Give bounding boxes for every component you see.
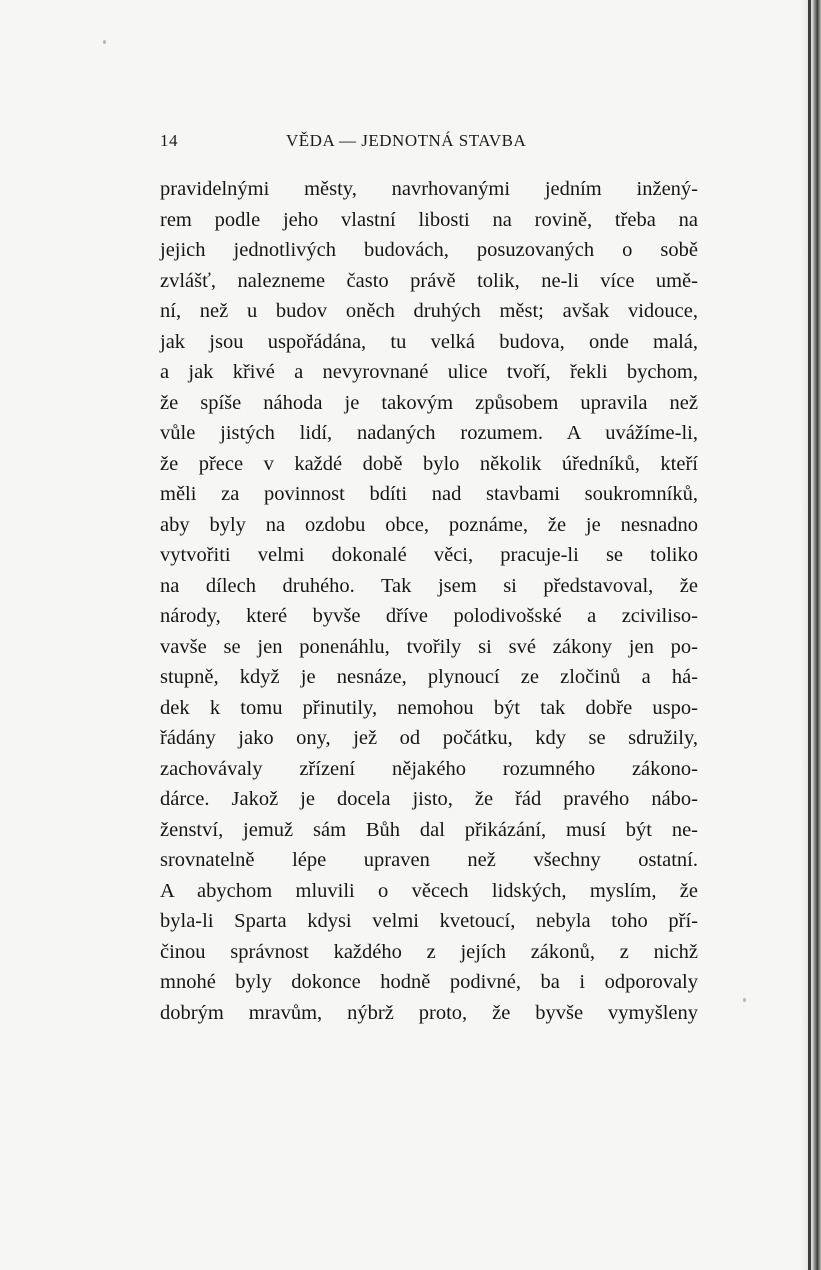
text-line: ženství, jemuž sám Bůh dal přikázání, musí být ne- — [160, 818, 698, 841]
paper-speck — [103, 40, 106, 44]
body-text — [160, 174, 698, 1028]
text-line: a jak křivé a nevyrovnané ulice tvoří, řekli bychom, — [160, 361, 698, 383]
text-line: ní, než u budov oněch druhých měst; avšak vidouce, — [160, 300, 698, 322]
page-number: 14 — [160, 131, 178, 150]
text-line: že spíše náhoda je takovým způsobem upravila než — [160, 391, 698, 414]
text-line: jak jsou uspořádána, tu velká budova, onde malá, — [160, 330, 698, 353]
text-line: že přece v každé době bylo několik úředníků, kteří — [160, 452, 698, 475]
text-line: na dílech druhého. Tak jsem si představoval, že — [160, 574, 698, 597]
text-line: vytvořiti velmi dokonalé věci, pracuje-li se toliko — [160, 544, 698, 566]
text-line: dobrým mravům, nýbrž proto, že byvše vymyšleny — [160, 1001, 698, 1024]
text-line: pravidelnými městy, navrhovanými jedním inžený- — [160, 178, 698, 200]
text-line: měli za povinnost bdíti nad stavbami soukromníků, — [160, 483, 698, 505]
text-line: rem podle jeho vlastní libosti na rovině, třeba na — [160, 208, 698, 231]
text-line: řádány jako ony, jež od počátku, kdy se sdružily, — [160, 727, 698, 749]
running-head — [160, 131, 700, 153]
text-line: dárce. Jakož je docela jisto, že řád pravého nábo- — [160, 788, 698, 810]
text-line: národy, které byvše dříve polodivošské a zciviliso- — [160, 605, 698, 627]
paper-speck — [743, 998, 746, 1002]
text-line: zvlášť, nalezneme často právě tolik, ne-li více umě- — [160, 269, 698, 292]
text-line: srovnatelně lépe upraven než všechny ostatní. — [160, 849, 698, 871]
text-line: dek k tomu přinutily, nemohou být tak dobře uspo- — [160, 696, 698, 719]
page-edge-shadow — [801, 0, 821, 1270]
text-line: vůle jistých lidí, nadaných rozumem. A uvážíme-li, — [160, 422, 698, 444]
text-line: aby byly na ozdobu obce, poznáme, že je nesnadno — [160, 513, 698, 536]
running-title: VĚDA — JEDNOTNÁ STAVBA — [286, 131, 527, 150]
text-line: stupně, když je nesnáze, plynoucí ze zločinů a há- — [160, 666, 698, 688]
text-line: činou správnost každého z jejích zákonů, z nichž — [160, 940, 698, 963]
text-line: zachovávaly zřízení nějakého rozumného zákono- — [160, 757, 698, 780]
text-line: mnohé byly dokonce hodně podivné, ba i odporovaly — [160, 971, 698, 993]
text-line: byla-li Sparta kdysi velmi kvetoucí, nebyla toho pří- — [160, 910, 698, 932]
text-line: vavše se jen ponenáhlu, tvořily si své zákony jen po- — [160, 635, 698, 658]
text-line: jejich jednotlivých budovách, posuzovaných o sobě — [160, 239, 698, 261]
page-edge-line — [808, 0, 811, 1270]
text-line: A abychom mluvili o věcech lidských, myslím, že — [160, 879, 698, 902]
